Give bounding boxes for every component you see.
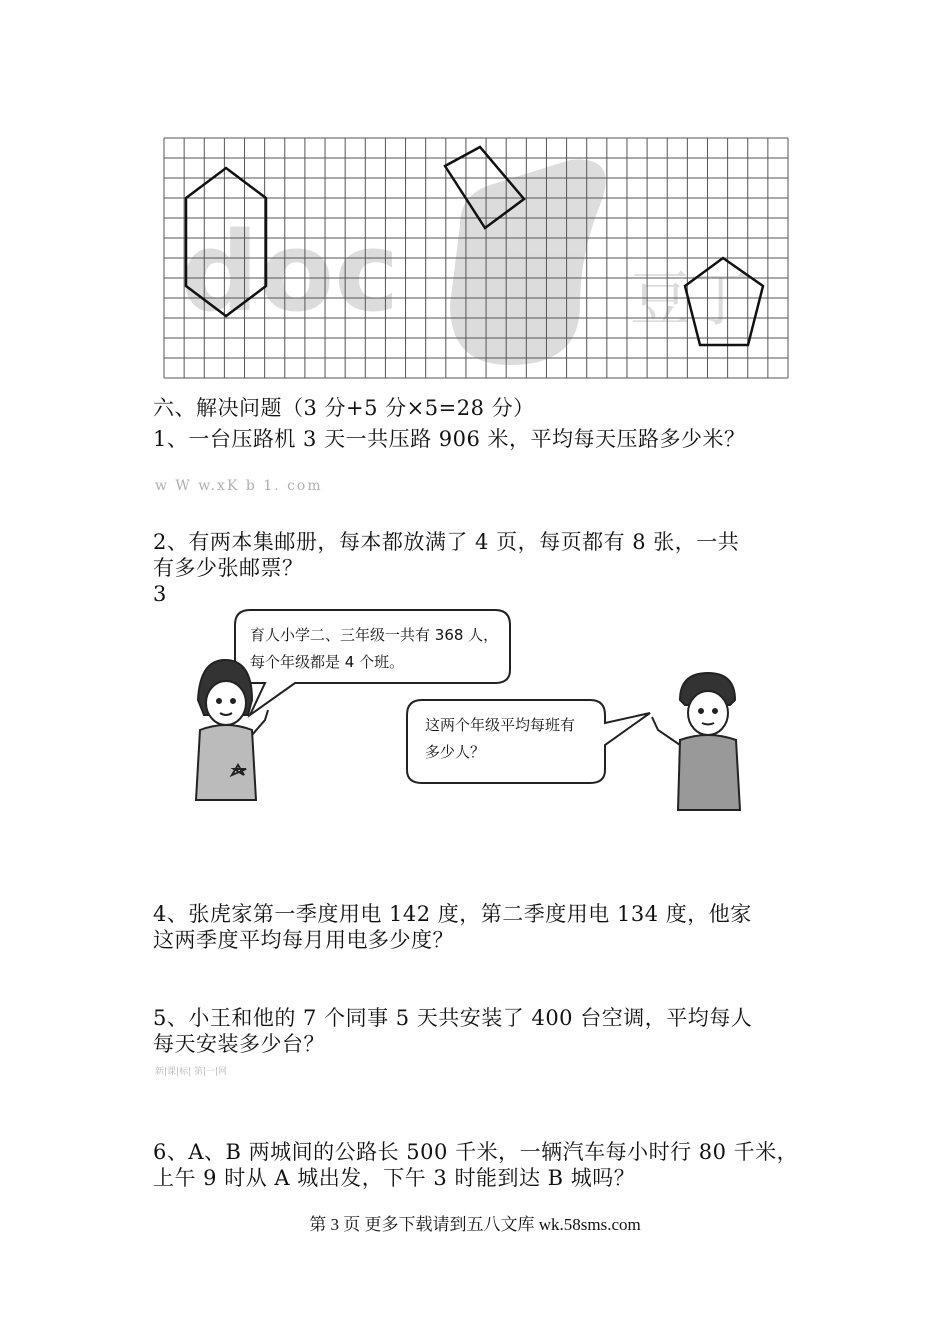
- question-6-line-2: 上午 9 时从 A 城出发，下午 3 时能到达 B 城吗？: [153, 1166, 636, 1190]
- grid-figure: [160, 135, 790, 380]
- boy-speech-bubble: [407, 700, 650, 783]
- boy-figure: [652, 673, 740, 810]
- boy-bubble-line-1: 这两个年级平均每班有: [425, 716, 576, 734]
- boy-bubble-line-2: 多少人？: [425, 743, 486, 761]
- question-4-line-1: 4、张虎家第一季度用电 142 度，第二季度用电 134 度，他家: [153, 902, 752, 926]
- question-6-line-1: 6、A、B 两城间的公路长 500 千米，一辆汽车每小时行 80 千米，: [153, 1140, 799, 1164]
- section-title: 六、解决问题（3 分+5 分×5=28 分）: [153, 396, 535, 420]
- question-3-number: 3: [153, 582, 167, 606]
- question-5-line-2: 每天安装多少台？: [153, 1032, 325, 1056]
- girl-bubble-line-1: 育人小学二、三年级一共有 368 人，: [250, 626, 499, 644]
- question-3-illustration: [170, 605, 760, 830]
- question-1: 1、一台压路机 3 天一共压路 906 米，平均每天压路多少米？: [153, 427, 746, 451]
- question-2-line-1: 2、有两本集邮册，每本都放满了 4 页，每页都有 8 张，一共: [153, 530, 740, 554]
- svg-text:doc: doc: [180, 208, 400, 336]
- girl-bubble-line-2: 每个年级都是 4 个班。: [250, 653, 405, 671]
- page-footer: 第 3 页 更多下载请到五八文库 wk.58sms.com: [309, 1215, 641, 1234]
- question-4-line-2: 这两季度平均每月用电多少度？: [153, 928, 454, 952]
- question-2-line-2: 有多少张邮票？: [153, 556, 304, 580]
- question-5-line-1: 5、小王和他的 7 个同事 5 天共安装了 400 台空调，平均每人: [153, 1006, 753, 1030]
- watermark-small: 新|课|标| 第|一|网: [155, 1067, 228, 1077]
- watermark-text: w W w.xK b 1. com: [155, 478, 323, 494]
- svg-text:豆丁: 豆丁: [630, 265, 750, 335]
